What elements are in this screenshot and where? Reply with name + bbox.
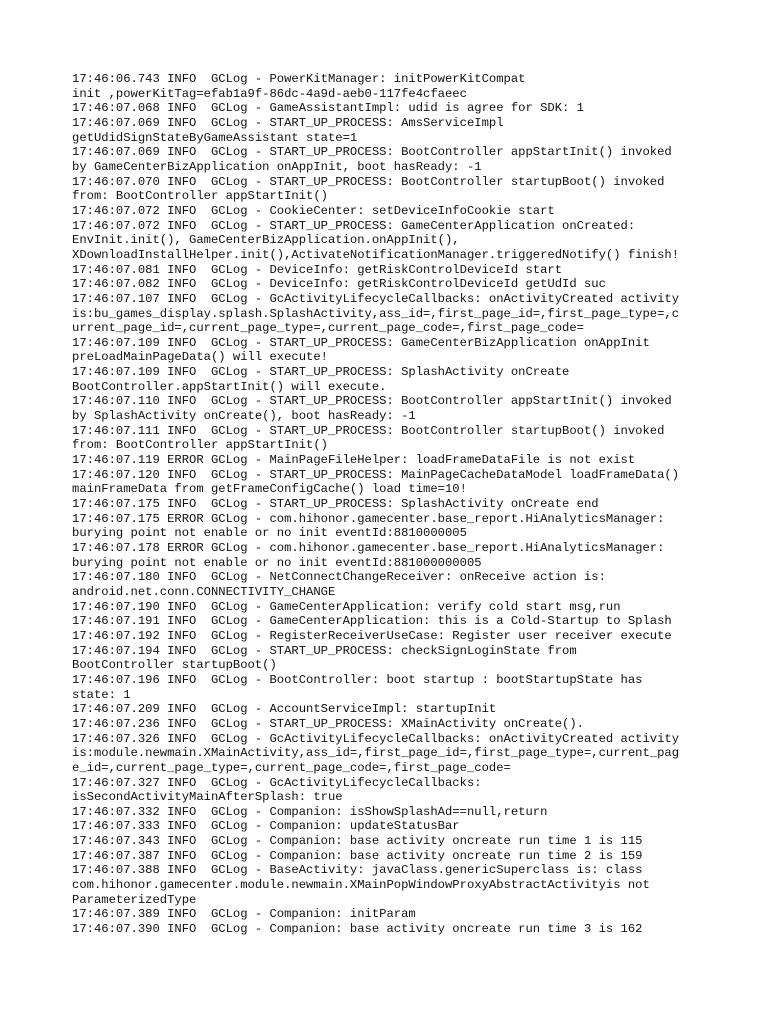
log-line: 17:46:07.109 INFO GCLog - START_UP_PROCESS: SplashActivity onCreate — [72, 365, 570, 380]
log-line: 17:46:07.196 INFO GCLog - BootController: boot startup : bootStartupState has — [72, 672, 643, 687]
log-line: XDownloadInstallHelper.init(),ActivateNotificationManager.triggeredNotify() finish! — [72, 247, 680, 262]
log-line: 17:46:07.327 INFO GCLog - GcActivityLifecycleCallbacks: — [72, 775, 482, 790]
log-line: 17:46:07.389 INFO GCLog - Companion: initParam — [72, 907, 416, 922]
log-line: 17:46:07.180 INFO GCLog - NetConnectChangeReceiver: onReceive action is: — [72, 570, 606, 585]
log-line: from: BootController appStartInit() — [72, 189, 328, 204]
log-line: ParameterizedType — [72, 892, 197, 907]
log-line: init ,powerKitTag=efab1a9f-86dc-4a9d-aeb0-117fe4cfaeec — [72, 86, 467, 101]
log-line: 17:46:07.069 INFO GCLog - START_UP_PROCESS: BootController appStartInit() invoked — [72, 145, 672, 160]
log-line: BootController.appStartInit() will execute. — [72, 379, 387, 394]
log-line: 17:46:07.388 INFO GCLog - BaseActivity: javaClass.genericSuperclass is: class — [72, 863, 643, 878]
log-line: 17:46:07.070 INFO GCLog - START_UP_PROCESS: BootController startupBoot() invoked — [72, 174, 665, 189]
log-line: 17:46:07.069 INFO GCLog - START_UP_PROCESS: AmsServiceImpl — [72, 115, 504, 130]
log-line: 17:46:07.390 INFO GCLog - Companion: base activity oncreate run time 3 is 162 — [72, 922, 643, 937]
log-line: 17:46:07.120 INFO GCLog - START_UP_PROCESS: MainPageCacheDataModel loadFrameData() — [72, 467, 680, 482]
log-line: getUdidSignStateByGameAssistant state=1 — [72, 130, 358, 145]
log-line: by GameCenterBizApplication onAppInit, boot hasReady: -1 — [72, 159, 482, 174]
log-line: 17:46:07.332 INFO GCLog - Companion: isShowSplashAd==null,return — [72, 804, 548, 819]
log-line: 17:46:07.333 INFO GCLog - Companion: updateStatusBar — [72, 819, 460, 834]
log-line: burying point not enable or no init eventId:8810000005 — [72, 526, 467, 541]
log-line: EnvInit.init(), GameCenterBizApplication.onAppInit(), — [72, 233, 460, 248]
log-line: 17:46:07.192 INFO GCLog - RegisterReceiverUseCase: Register user receiver execute — [72, 628, 672, 643]
log-line: 17:46:07.119 ERROR GCLog - MainPageFileHelper: loadFrameDataFile is not exist — [72, 453, 636, 468]
log-line: 17:46:07.387 INFO GCLog - Companion: base activity oncreate run time 2 is 159 — [72, 848, 643, 863]
log-line: is:bu_games_display.splash.SplashActivity,ass_id=,first_page_id=,first_page_type=,c — [72, 306, 680, 321]
log-line: 17:46:07.081 INFO GCLog - DeviceInfo: getRiskControlDeviceId start — [72, 262, 563, 277]
log-line: e_id=,current_page_type=,current_page_code=,first_page_code= — [72, 760, 511, 775]
log-line: 17:46:07.175 ERROR GCLog - com.hihonor.gamecenter.base_report.HiAnalyticsManager: — [72, 511, 665, 526]
log-line: 17:46:07.236 INFO GCLog - START_UP_PROCESS: XMainActivity onCreate(). — [72, 716, 584, 731]
log-document — [72, 72, 702, 937]
log-text-block — [72, 72, 702, 937]
log-line: 17:46:07.209 INFO GCLog - AccountServiceImpl: startupInit — [72, 702, 497, 717]
log-line: 17:46:07.107 INFO GCLog - GcActivityLifecycleCallbacks: onActivityCreated activity — [72, 291, 680, 306]
log-line: 17:46:07.109 INFO GCLog - START_UP_PROCESS: GameCenterBizApplication onAppInit — [72, 335, 650, 350]
log-line: 17:46:07.111 INFO GCLog - START_UP_PROCESS: BootController startupBoot() invoked — [72, 423, 665, 438]
log-line: 17:46:07.072 INFO GCLog - CookieCenter: setDeviceInfoCookie start — [72, 203, 555, 218]
log-line: 17:46:07.190 INFO GCLog - GameCenterApplication: verify cold start msg,run — [72, 599, 621, 614]
log-line: 17:46:07.191 INFO GCLog - GameCenterApplication: this is a Cold-Startup to Splash — [72, 614, 672, 629]
log-line: preLoadMainPageData() will execute! — [72, 350, 328, 365]
log-line: 17:46:07.072 INFO GCLog - START_UP_PROCESS: GameCenterApplication onCreated: — [72, 218, 636, 233]
log-line: 17:46:07.110 INFO GCLog - START_UP_PROCESS: BootController appStartInit() invoked — [72, 394, 672, 409]
log-line: 17:46:07.068 INFO GCLog - GameAssistantImpl: udid is agree for SDK: 1 — [72, 101, 584, 116]
log-line: com.hihonor.gamecenter.module.newmain.XMainPopWindowProxyAbstractActivityis not — [72, 878, 650, 893]
log-line: burying point not enable or no init eventId:881000000005 — [72, 555, 482, 570]
log-line: state: 1 — [72, 687, 131, 702]
log-line: 17:46:06.743 INFO GCLog - PowerKitManager: initPowerKitCompat — [72, 72, 526, 86]
log-line: BootController startupBoot() — [72, 658, 277, 673]
log-line: 17:46:07.175 INFO GCLog - START_UP_PROCESS: SplashActivity onCreate end — [72, 497, 599, 512]
log-line: isSecondActivityMainAfterSplash: true — [72, 790, 343, 805]
log-line: is:module.newmain.XMainActivity,ass_id=,first_page_id=,first_page_type=,current_pag — [72, 746, 680, 761]
log-line: 17:46:07.194 INFO GCLog - START_UP_PROCESS: checkSignLoginState from — [72, 643, 577, 658]
log-line: urrent_page_id=,current_page_type=,current_page_code=,first_page_code= — [72, 321, 584, 336]
log-line: 17:46:07.082 INFO GCLog - DeviceInfo: getRiskControlDeviceId getUdId suc — [72, 277, 606, 292]
log-line: 17:46:07.178 ERROR GCLog - com.hihonor.gamecenter.base_report.HiAnalyticsManager: — [72, 541, 665, 555]
log-line: mainFrameData from getFrameConfigCache() load time=10! — [72, 482, 467, 497]
log-line: by SplashActivity onCreate(), boot hasReady: -1 — [72, 409, 416, 424]
log-line: 17:46:07.343 INFO GCLog - Companion: base activity oncreate run time 1 is 115 — [72, 834, 643, 849]
log-line: from: BootController appStartInit() — [72, 438, 328, 453]
log-line: android.net.conn.CONNECTIVITY_CHANGE — [72, 584, 336, 599]
log-line: 17:46:07.326 INFO GCLog - GcActivityLifecycleCallbacks: onActivityCreated activity — [72, 731, 680, 746]
